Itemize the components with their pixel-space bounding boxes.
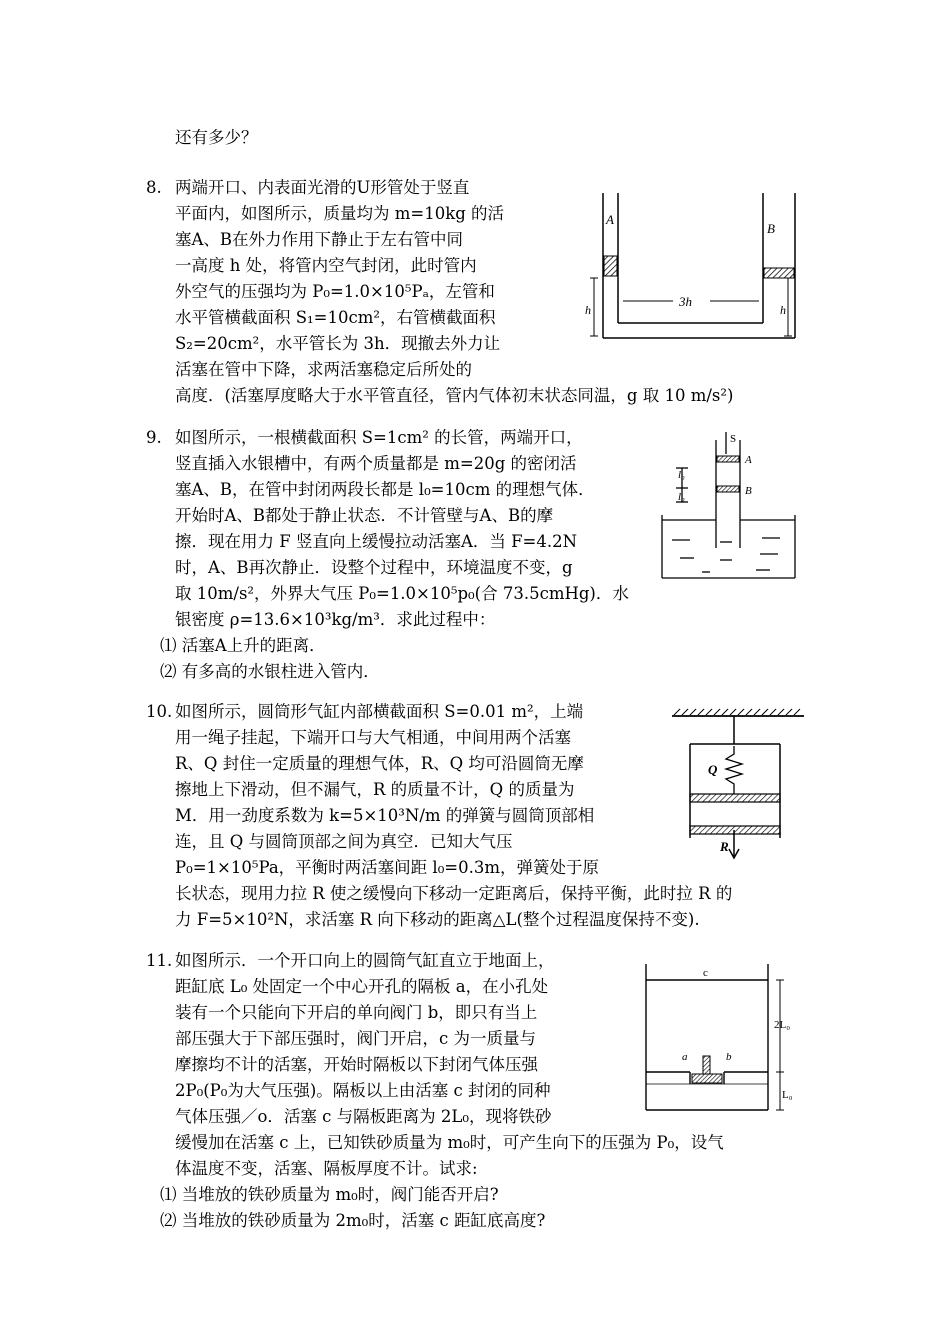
problem-number: 8.: [146, 178, 162, 197]
label-h-right: h: [780, 303, 786, 317]
problem-text-line: 活塞在管中下降，求两活塞稳定后所处的: [175, 360, 472, 379]
label-a: A: [745, 454, 752, 466]
label-a: a: [682, 1051, 688, 1063]
problem-text-line: 塞A、B，在管中封闭两段长都是 l₀=10cm 的理想气体．: [175, 480, 595, 499]
label-b: b: [726, 1051, 732, 1063]
problem-text-line: 气体压强／o．活塞 c 与隔板距离为 2L₀，现将铁砂: [175, 1107, 552, 1126]
cylinder-spring-figure: [668, 706, 808, 864]
sub-question: ⑴ 活塞A上升的距离．: [160, 636, 326, 655]
label-h-left: h: [585, 303, 591, 317]
piston-a: [717, 456, 739, 462]
problem-text-line: 擦地上下滑动，但不漏气，R 的质量不计，Q 的质量为: [175, 780, 575, 799]
problem-text-line: 平面内，如图所示，质量均为 m=10kg 的活: [175, 204, 505, 223]
continuation-line: 还有多少？: [175, 128, 258, 147]
problem-text-line: 距缸底 L₀ 处固定一个中心开孔的隔板 a，在小孔处: [175, 977, 549, 996]
problem-text-line: 体温度不变，活塞、隔板厚度不计。试求:: [175, 1159, 478, 1178]
problem-text-line: 水平管横截面积 S₁=10cm²，右管横截面积: [175, 308, 496, 327]
problem-text-line: 高度．(活塞厚度略大于水平管直径，管内气体初末状态同温，g 取 10 m/s²): [175, 386, 734, 405]
problem-number: 9.: [146, 428, 162, 447]
piston-b: [764, 268, 794, 278]
problem-text-line: 取 10m/s²，外界大气压 P₀=1.0×10⁵p₀(合 73.5cmHg)．水: [175, 584, 629, 603]
problem-text-line: 竖直插入水银槽中，有两个质量都是 m=20g 的密闭活: [175, 454, 577, 473]
problem-number: 10.: [146, 702, 173, 721]
label-2l0: 2L₀: [774, 1019, 791, 1031]
label-b: B: [767, 221, 775, 236]
label-b: B: [745, 485, 752, 497]
problem-text-line: 部压强大于下部压强时，阀门开启，c 为一质量与: [175, 1029, 536, 1048]
problem-text-line: M．用一劲度系数为 k=5×10³N/m 的弹簧与圆筒顶部相: [175, 806, 595, 825]
problem-text-line: 装有一个只能向下开启的单向阀门 b，即只有当上: [175, 1003, 538, 1022]
mercury-tube-figure: [660, 430, 805, 585]
label-3h: 3h: [679, 294, 692, 309]
problem-text-line: S₂=20cm²，水平管长为 3h．现撤去外力让: [175, 334, 501, 353]
piston-a: [604, 256, 617, 276]
label-r: R: [720, 839, 729, 854]
sub-question: ⑴ 当堆放的铁砂质量为 m₀时，阀门能否开启?: [160, 1185, 499, 1204]
problem-text-line: 如图所示．一个开口向上的圆筒气缸直立于地面上，: [175, 951, 555, 970]
cylinder-valve-figure: [640, 960, 800, 1120]
valve-b: [703, 1056, 710, 1074]
problem-text-line: 一高度 h 处，将管内空气封闭，此时管内: [175, 256, 477, 275]
sub-question: ⑵ 有多高的水银柱进入管内．: [160, 662, 380, 681]
label-l0: l₀: [678, 491, 685, 503]
problem-text-line: 两端开口、内表面光滑的U形管处于竖直: [175, 178, 470, 197]
label-c: c: [703, 967, 708, 979]
problem-text-line: 开始时A、B都处于静止状态．不计管壁与A、B的摩: [175, 506, 554, 525]
label-q: Q: [708, 762, 718, 777]
problem-text-line: 时，A、B再次静止．设整个过程中，环境温度不变，g: [175, 558, 573, 577]
label-s: S: [730, 433, 737, 445]
label-l0: L₀: [782, 1089, 793, 1101]
piston-b: [717, 486, 739, 492]
problem-text-line: 外空气的压强均为 P₀=1.0×10⁵Pₐ，左管和: [175, 282, 495, 301]
problem-text-line: 塞A、B在外力作用下静止于左右管中同: [175, 230, 464, 249]
problem-text-line: 如图所示，圆筒形气缸内部横截面积 S=0.01 m²，上端: [175, 702, 584, 721]
problem-text-line: 缓慢加在活塞 c 上，已知铁砂质量为 m₀时，可产生向下的压强为 P₀，设气: [175, 1133, 724, 1152]
label-l0: l₀: [678, 469, 685, 481]
problem-text-line: 2P₀(P₀为大气压强)。隔板以上由活塞 c 封闭的同种: [175, 1081, 551, 1100]
problem-text-line: 用一绳子挂起，下端开口与大气相通，中间用两个活塞: [175, 728, 571, 747]
problem-text-line: 擦．现在用力 F 竖直向上缓慢拉动活塞A．当 F=4.2N: [175, 532, 578, 551]
problem-text-line: P₀=1×10⁵Pa，平衡时两活塞间距 l₀=0.3m，弹簧处于原: [175, 858, 600, 877]
problem-text-line: 长状态，现用力拉 R 使之缓慢向下移动一定距离后，保持平衡，此时拉 R 的: [175, 884, 733, 903]
u-tube-figure: [585, 188, 805, 358]
sub-question: ⑵ 当堆放的铁砂质量为 2m₀时，活塞 c 距缸底高度?: [160, 1211, 546, 1230]
problem-number: 11.: [146, 951, 173, 970]
problem-text-line: R、Q 封住一定质量的理想气体，R、Q 均可沿圆筒无摩: [175, 754, 584, 773]
partition-a: [692, 1074, 722, 1083]
problem-text-line: 摩擦均不计的活塞，开始时隔板以下封闭气体压强: [175, 1055, 538, 1074]
problem-text-line: 连，且 Q 与圆筒顶部之间为真空．已知大气压: [175, 832, 513, 851]
problem-text-line: 如图所示，一根横截面积 S=1cm² 的长管，两端开口，: [175, 428, 583, 447]
piston-q: [690, 794, 780, 802]
problem-text-line: 力 F=5×10²N，求活塞 R 向下移动的距离△L(整个过程温度保持不变).: [175, 910, 700, 929]
problem-text-line: 银密度 ρ=13.6×10³kg/m³．求此过程中：: [175, 610, 496, 629]
piston-r: [690, 826, 780, 834]
label-a: A: [606, 212, 614, 227]
